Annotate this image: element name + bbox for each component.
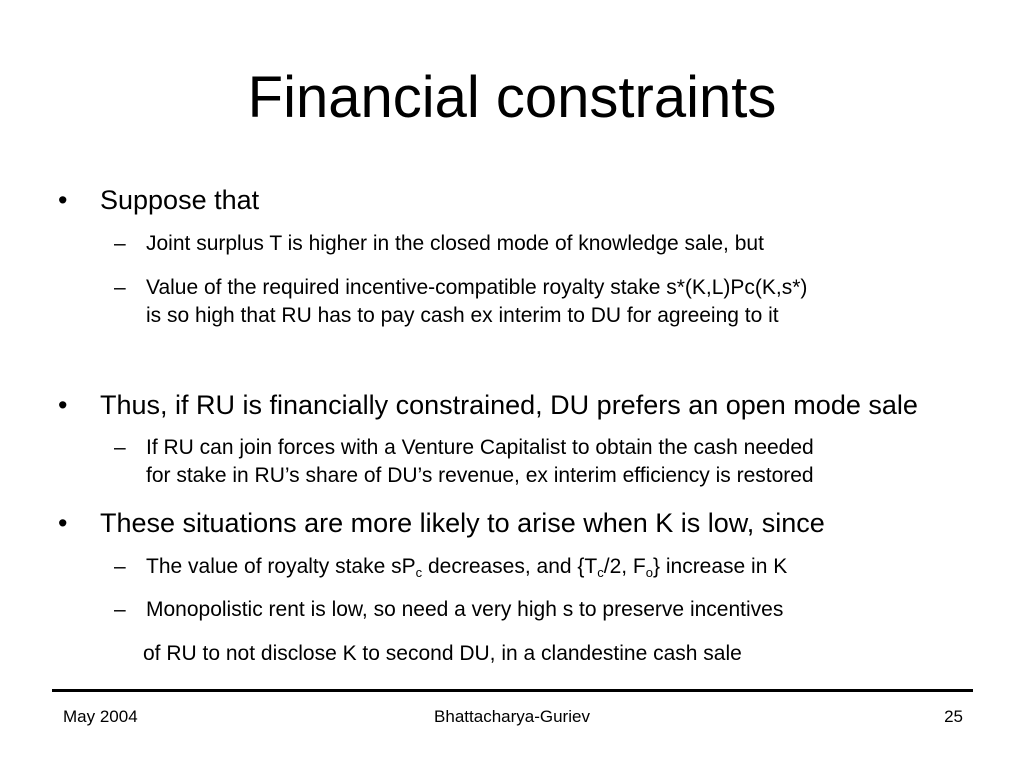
subscript: o bbox=[645, 565, 653, 580]
bullet-text: Thus, if RU is financially constrained, DU prefers an open mode sale bbox=[100, 390, 918, 420]
sub-bullet-text: If RU can join forces with a Venture Capitalist to obtain the cash needed bbox=[146, 436, 814, 459]
bullet-text: These situations are more likely to arise when K is low, since bbox=[100, 508, 825, 538]
text-run: decreases, and {T bbox=[422, 555, 598, 578]
sub-bullet-item bbox=[114, 230, 764, 258]
footer-date: May 2004 bbox=[63, 707, 138, 726]
bullet-item bbox=[58, 389, 918, 421]
text-run: } increase in K bbox=[653, 555, 788, 578]
sub-bullet-text-continued: for stake in RU’s share of DU’s revenue, ex interim efficiency is restored bbox=[146, 464, 814, 487]
sub-bullet-item bbox=[114, 553, 788, 581]
slide-title: Financial constraints bbox=[247, 65, 777, 130]
sub-bullet-text-continued: is so high that RU has to pay cash ex interim to DU for agreeing to it bbox=[146, 304, 779, 327]
bullet-marker: • bbox=[58, 508, 68, 538]
dash-marker: – bbox=[114, 555, 126, 578]
subscript: c bbox=[415, 565, 423, 580]
dash-marker: – bbox=[114, 276, 126, 299]
dash-marker: – bbox=[114, 232, 126, 255]
text-run: The value of royalty stake sP bbox=[146, 555, 416, 578]
sub-bullet-item bbox=[114, 274, 808, 302]
sub-bullet-text: Joint surplus T is higher in the closed mode of knowledge sale, but bbox=[146, 232, 764, 255]
bullet-marker: • bbox=[58, 185, 68, 215]
bullet-item bbox=[58, 184, 260, 216]
subscript: c bbox=[597, 565, 604, 580]
bullet-marker: • bbox=[58, 390, 68, 420]
footer-divider bbox=[52, 689, 973, 692]
dash-marker: – bbox=[114, 598, 126, 621]
sub-bullet-text bbox=[146, 555, 787, 578]
sub-bullet-text: Value of the required incentive-compatible royalty stake s*(K,L)Pc(K,s*) bbox=[146, 276, 808, 299]
continuation-text: of RU to not disclose K to second DU, in a clandestine cash sale bbox=[143, 642, 742, 665]
sub-bullet-item bbox=[114, 596, 784, 624]
dash-marker: – bbox=[114, 436, 126, 459]
footer-authors: Bhattacharya-Guriev bbox=[434, 707, 590, 726]
sub-bullet-item bbox=[114, 434, 814, 462]
bullet-text: Suppose that bbox=[100, 185, 260, 215]
page-number: 25 bbox=[944, 707, 963, 726]
text-run: /2, F bbox=[603, 555, 646, 578]
sub-bullet-text: Monopolistic rent is low, so need a very high s to preserve incentives bbox=[146, 598, 784, 621]
bullet-item bbox=[58, 507, 825, 539]
